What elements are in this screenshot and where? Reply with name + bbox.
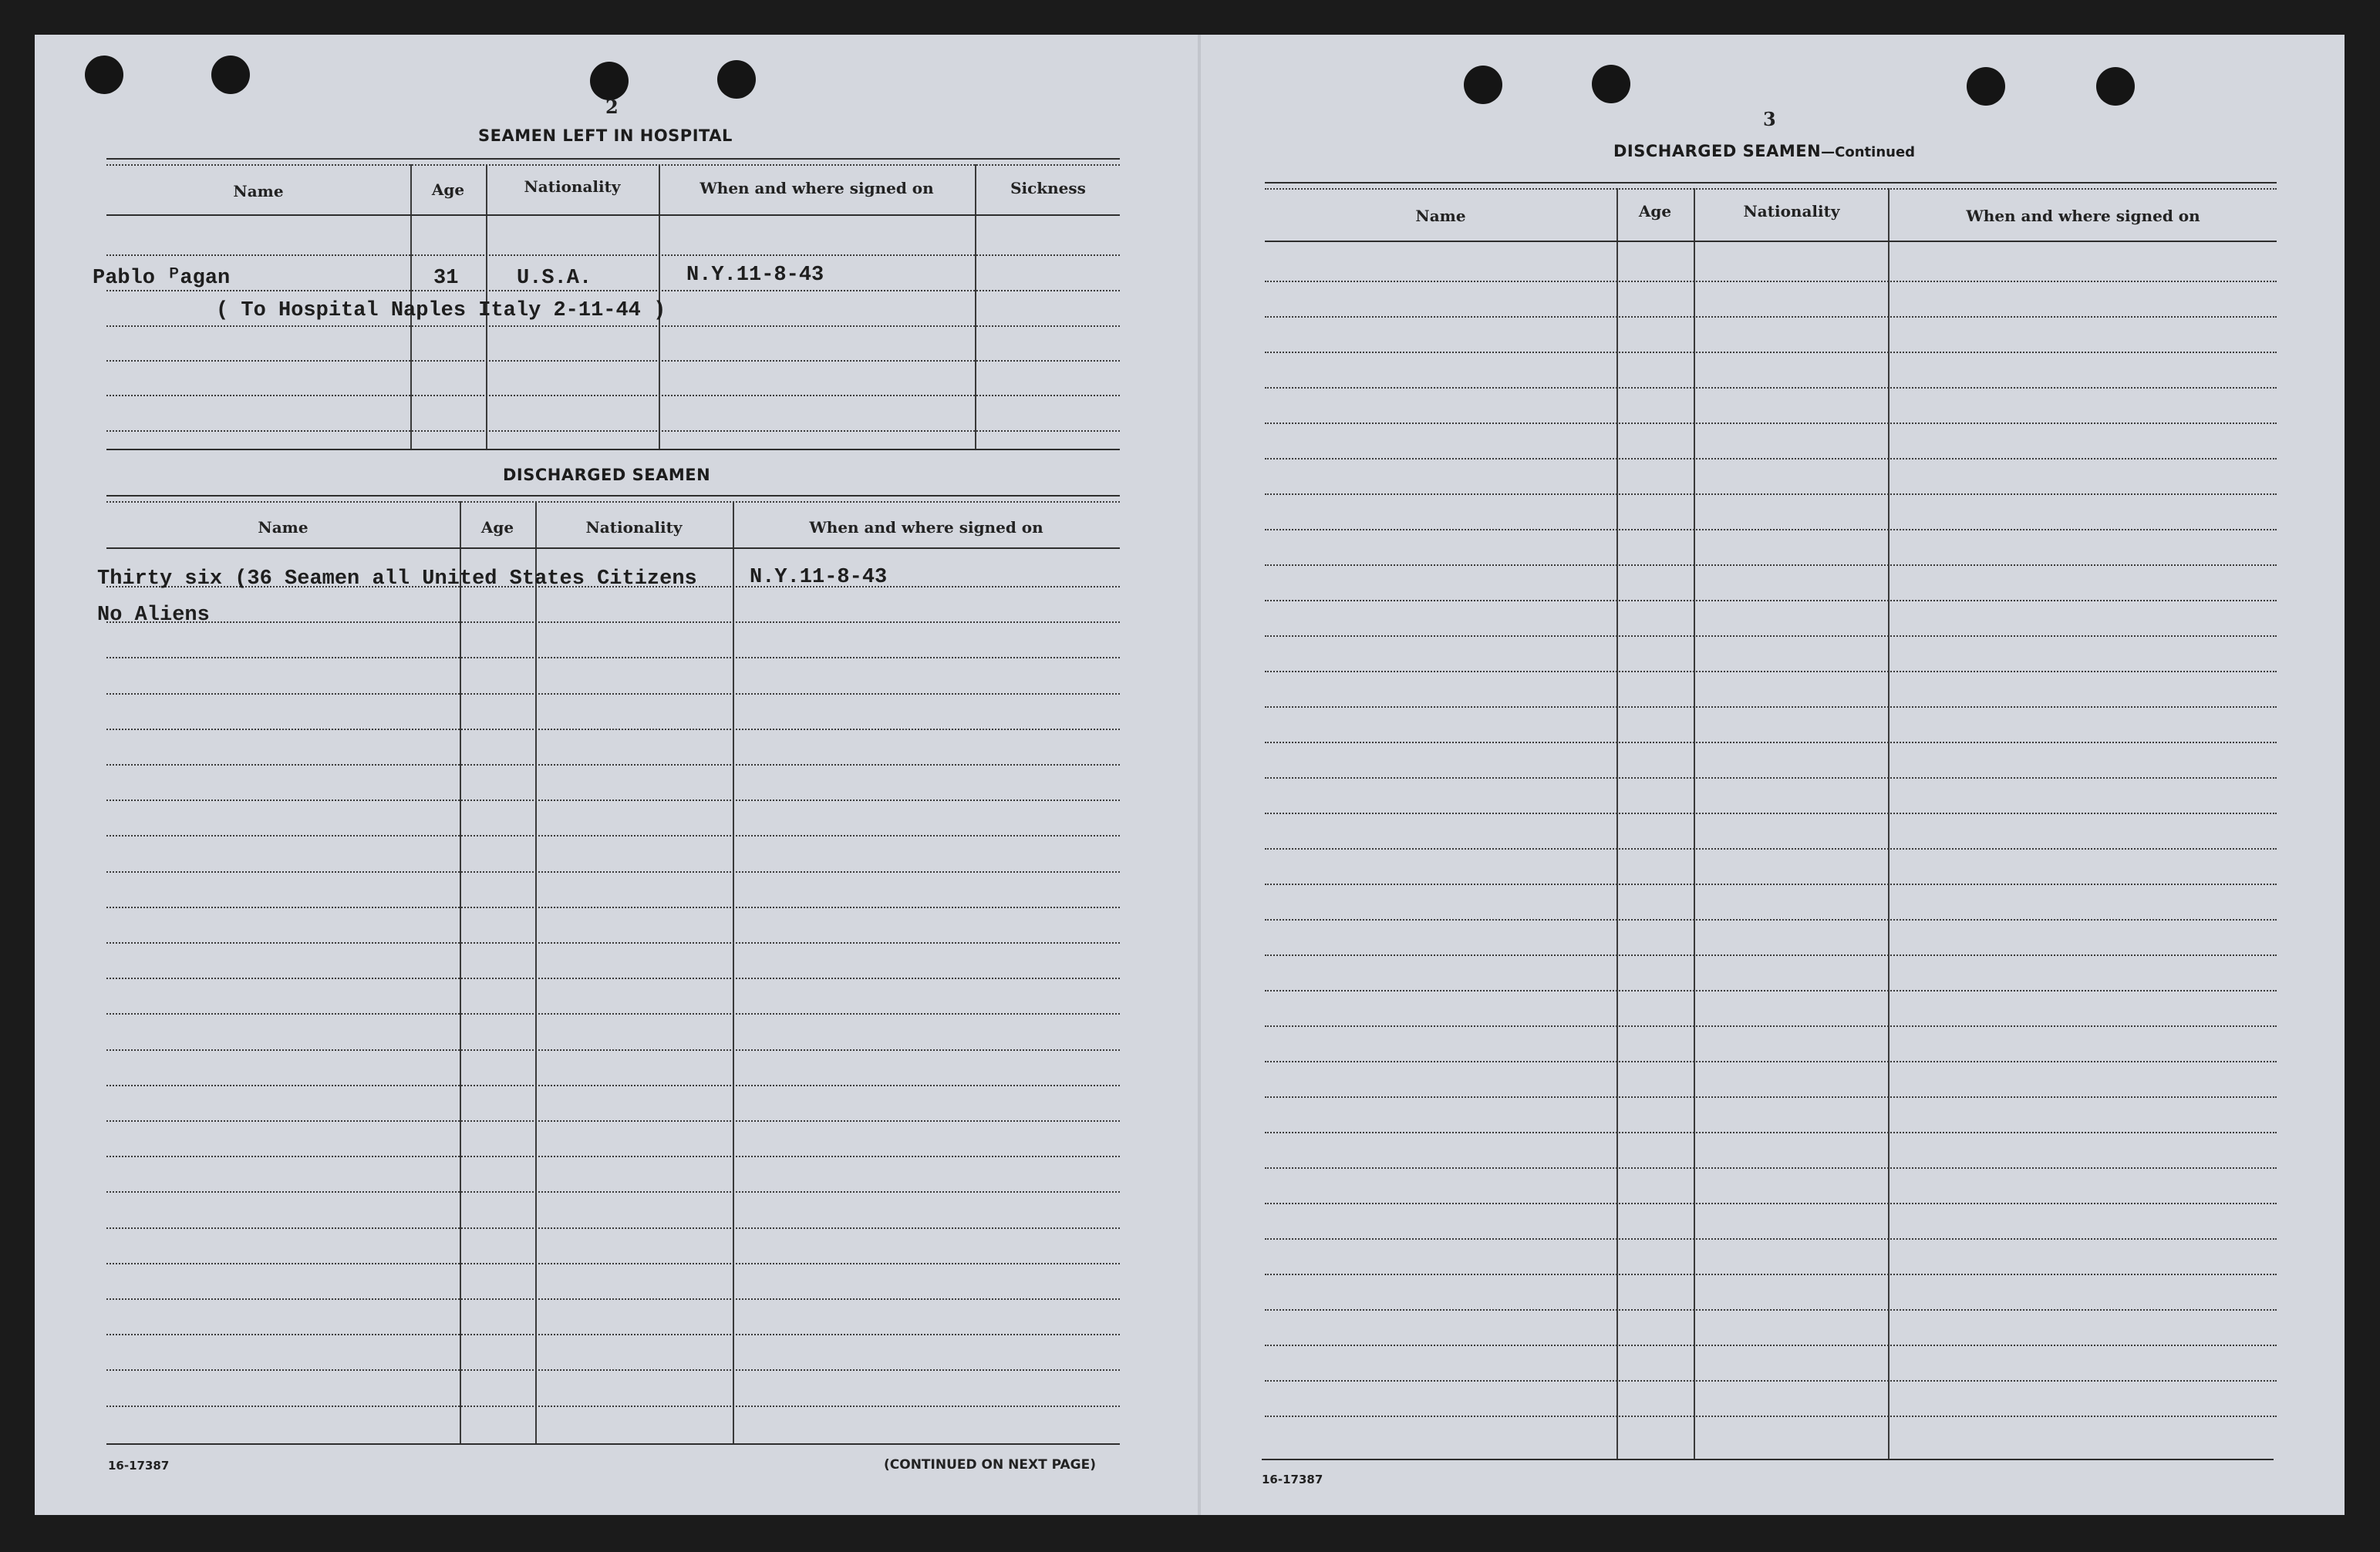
column-header-signed-on: When and where signed on bbox=[700, 179, 934, 197]
table-rule bbox=[106, 214, 1120, 216]
row-rule bbox=[106, 621, 1120, 623]
row-rule bbox=[1265, 1238, 2277, 1240]
row-rule bbox=[106, 395, 1120, 396]
row-rule bbox=[1265, 1309, 2277, 1311]
row-rule bbox=[106, 800, 1120, 801]
row-rule bbox=[1265, 671, 2277, 672]
continued-title-main: DISCHARGED SEAMEN bbox=[1613, 142, 1822, 160]
page-fold bbox=[1198, 35, 1201, 1515]
column-divider bbox=[1616, 188, 1618, 1460]
discharged-signed-on: N.Y.11-8-43 bbox=[750, 566, 888, 589]
row-rule bbox=[1265, 919, 2277, 921]
hospital-entry-note: ( To Hospital Naples Italy 2-11-44 ) bbox=[216, 299, 666, 322]
column-divider bbox=[733, 501, 734, 1445]
row-rule bbox=[106, 1191, 1120, 1193]
row-rule bbox=[106, 325, 1120, 327]
table-rule bbox=[106, 547, 1120, 549]
row-rule bbox=[1265, 493, 2277, 495]
row-rule bbox=[1265, 706, 2277, 708]
row-rule bbox=[106, 729, 1120, 730]
column-header-age: Age bbox=[431, 180, 465, 199]
table-rule bbox=[106, 495, 1120, 497]
row-rule bbox=[106, 1298, 1120, 1300]
table-rule bbox=[106, 1443, 1120, 1445]
column-header-nationality: Nationality bbox=[1743, 202, 1840, 221]
hospital-entry-nationality: U.S.A. bbox=[517, 267, 592, 290]
row-rule bbox=[1265, 742, 2277, 743]
column-header-name: Name bbox=[258, 518, 308, 537]
row-rule bbox=[106, 1120, 1120, 1122]
column-header-signed-on: When and where signed on bbox=[809, 518, 1043, 537]
form-number: 16-17387 bbox=[1262, 1473, 1323, 1486]
table-rule bbox=[106, 449, 1120, 450]
row-rule bbox=[106, 1085, 1120, 1086]
discharged-summary-line: Thirty six (36 Seamen all United States Citizens bbox=[97, 567, 697, 591]
row-rule bbox=[1265, 813, 2277, 814]
row-rule bbox=[1265, 1061, 2277, 1062]
row-rule bbox=[1265, 529, 2277, 530]
row-rule bbox=[106, 1369, 1120, 1371]
row-rule bbox=[106, 430, 1120, 432]
paper-sheet bbox=[35, 35, 2345, 1515]
row-rule bbox=[106, 290, 1120, 291]
column-header-age: Age bbox=[480, 518, 514, 537]
row-rule bbox=[1265, 954, 2277, 956]
row-rule bbox=[1265, 1203, 2277, 1204]
column-header-sickness: Sickness bbox=[1010, 179, 1086, 197]
table-rule bbox=[106, 501, 1120, 503]
row-rule bbox=[106, 978, 1120, 979]
column-header-name: Name bbox=[1415, 207, 1466, 225]
row-rule bbox=[1265, 884, 2277, 885]
row-rule bbox=[106, 1263, 1120, 1264]
row-rule bbox=[106, 942, 1120, 944]
table-rule bbox=[1265, 188, 2277, 190]
binder-hole bbox=[2096, 67, 2135, 106]
row-rule bbox=[106, 1334, 1120, 1335]
table-rule bbox=[1265, 182, 2277, 183]
column-divider bbox=[535, 501, 537, 1445]
row-rule bbox=[1265, 1274, 2277, 1275]
row-rule bbox=[1265, 387, 2277, 389]
row-rule bbox=[106, 254, 1120, 256]
row-rule bbox=[1265, 423, 2277, 424]
column-header-signed-on: When and where signed on bbox=[1966, 207, 2200, 225]
binder-hole bbox=[1592, 65, 1630, 103]
continued-note: (CONTINUED ON NEXT PAGE) bbox=[884, 1457, 1096, 1473]
row-rule bbox=[106, 1156, 1120, 1157]
row-rule bbox=[1265, 1416, 2277, 1417]
row-rule bbox=[1265, 990, 2277, 991]
row-rule bbox=[1265, 1167, 2277, 1169]
row-rule bbox=[1265, 281, 2277, 282]
row-rule bbox=[1265, 1345, 2277, 1346]
column-header-age: Age bbox=[1638, 202, 1672, 221]
row-rule bbox=[1265, 1096, 2277, 1098]
row-rule bbox=[106, 835, 1120, 837]
hospital-entry-name: Pablo ᴾagan bbox=[93, 267, 231, 290]
row-rule bbox=[1265, 1132, 2277, 1133]
row-rule bbox=[106, 907, 1120, 908]
table-rule bbox=[1262, 1459, 2274, 1460]
column-divider bbox=[1888, 188, 1890, 1460]
column-header-nationality: Nationality bbox=[524, 177, 621, 196]
row-rule bbox=[1265, 352, 2277, 353]
column-divider bbox=[1694, 188, 1695, 1460]
row-rule bbox=[106, 693, 1120, 695]
discharged-section-title: DISCHARGED SEAMEN bbox=[503, 466, 711, 484]
column-header-name: Name bbox=[233, 182, 284, 200]
page-number: 3 bbox=[1763, 108, 1776, 130]
row-rule bbox=[1265, 1025, 2277, 1027]
row-rule bbox=[1265, 316, 2277, 318]
row-rule bbox=[1265, 600, 2277, 601]
hospital-entry-signed-on: N.Y.11-8-43 bbox=[686, 264, 824, 287]
discharged-aliens-line: No Aliens bbox=[97, 604, 210, 627]
table-rule bbox=[106, 164, 1120, 166]
form-number: 16-17387 bbox=[108, 1459, 170, 1473]
row-rule bbox=[106, 1227, 1120, 1229]
row-rule bbox=[1265, 1380, 2277, 1382]
binder-hole bbox=[590, 62, 629, 100]
row-rule bbox=[1265, 777, 2277, 779]
row-rule bbox=[1265, 635, 2277, 637]
continued-title-suffix: —Continued bbox=[1821, 144, 1916, 160]
table-rule bbox=[1265, 241, 2277, 242]
row-rule bbox=[1265, 458, 2277, 460]
column-divider bbox=[975, 164, 976, 449]
continued-section-title bbox=[1613, 142, 1915, 160]
binder-hole bbox=[211, 56, 250, 94]
hospital-section-title: SEAMEN LEFT IN HOSPITAL bbox=[478, 126, 733, 145]
table-rule bbox=[106, 158, 1120, 160]
row-rule bbox=[106, 360, 1120, 362]
page-number: 2 bbox=[605, 96, 619, 118]
row-rule bbox=[106, 871, 1120, 873]
row-rule bbox=[106, 657, 1120, 658]
row-rule bbox=[1265, 848, 2277, 850]
hospital-entry-age: 31 bbox=[433, 267, 459, 290]
row-rule bbox=[106, 1013, 1120, 1015]
row-rule bbox=[106, 1406, 1120, 1407]
row-rule bbox=[106, 764, 1120, 766]
binder-hole bbox=[1464, 66, 1502, 104]
binder-hole bbox=[1967, 67, 2005, 106]
binder-hole bbox=[717, 60, 756, 99]
row-rule bbox=[1265, 564, 2277, 566]
column-divider bbox=[460, 501, 461, 1445]
column-header-nationality: Nationality bbox=[585, 518, 683, 537]
row-rule bbox=[106, 1049, 1120, 1051]
binder-hole bbox=[85, 56, 123, 94]
